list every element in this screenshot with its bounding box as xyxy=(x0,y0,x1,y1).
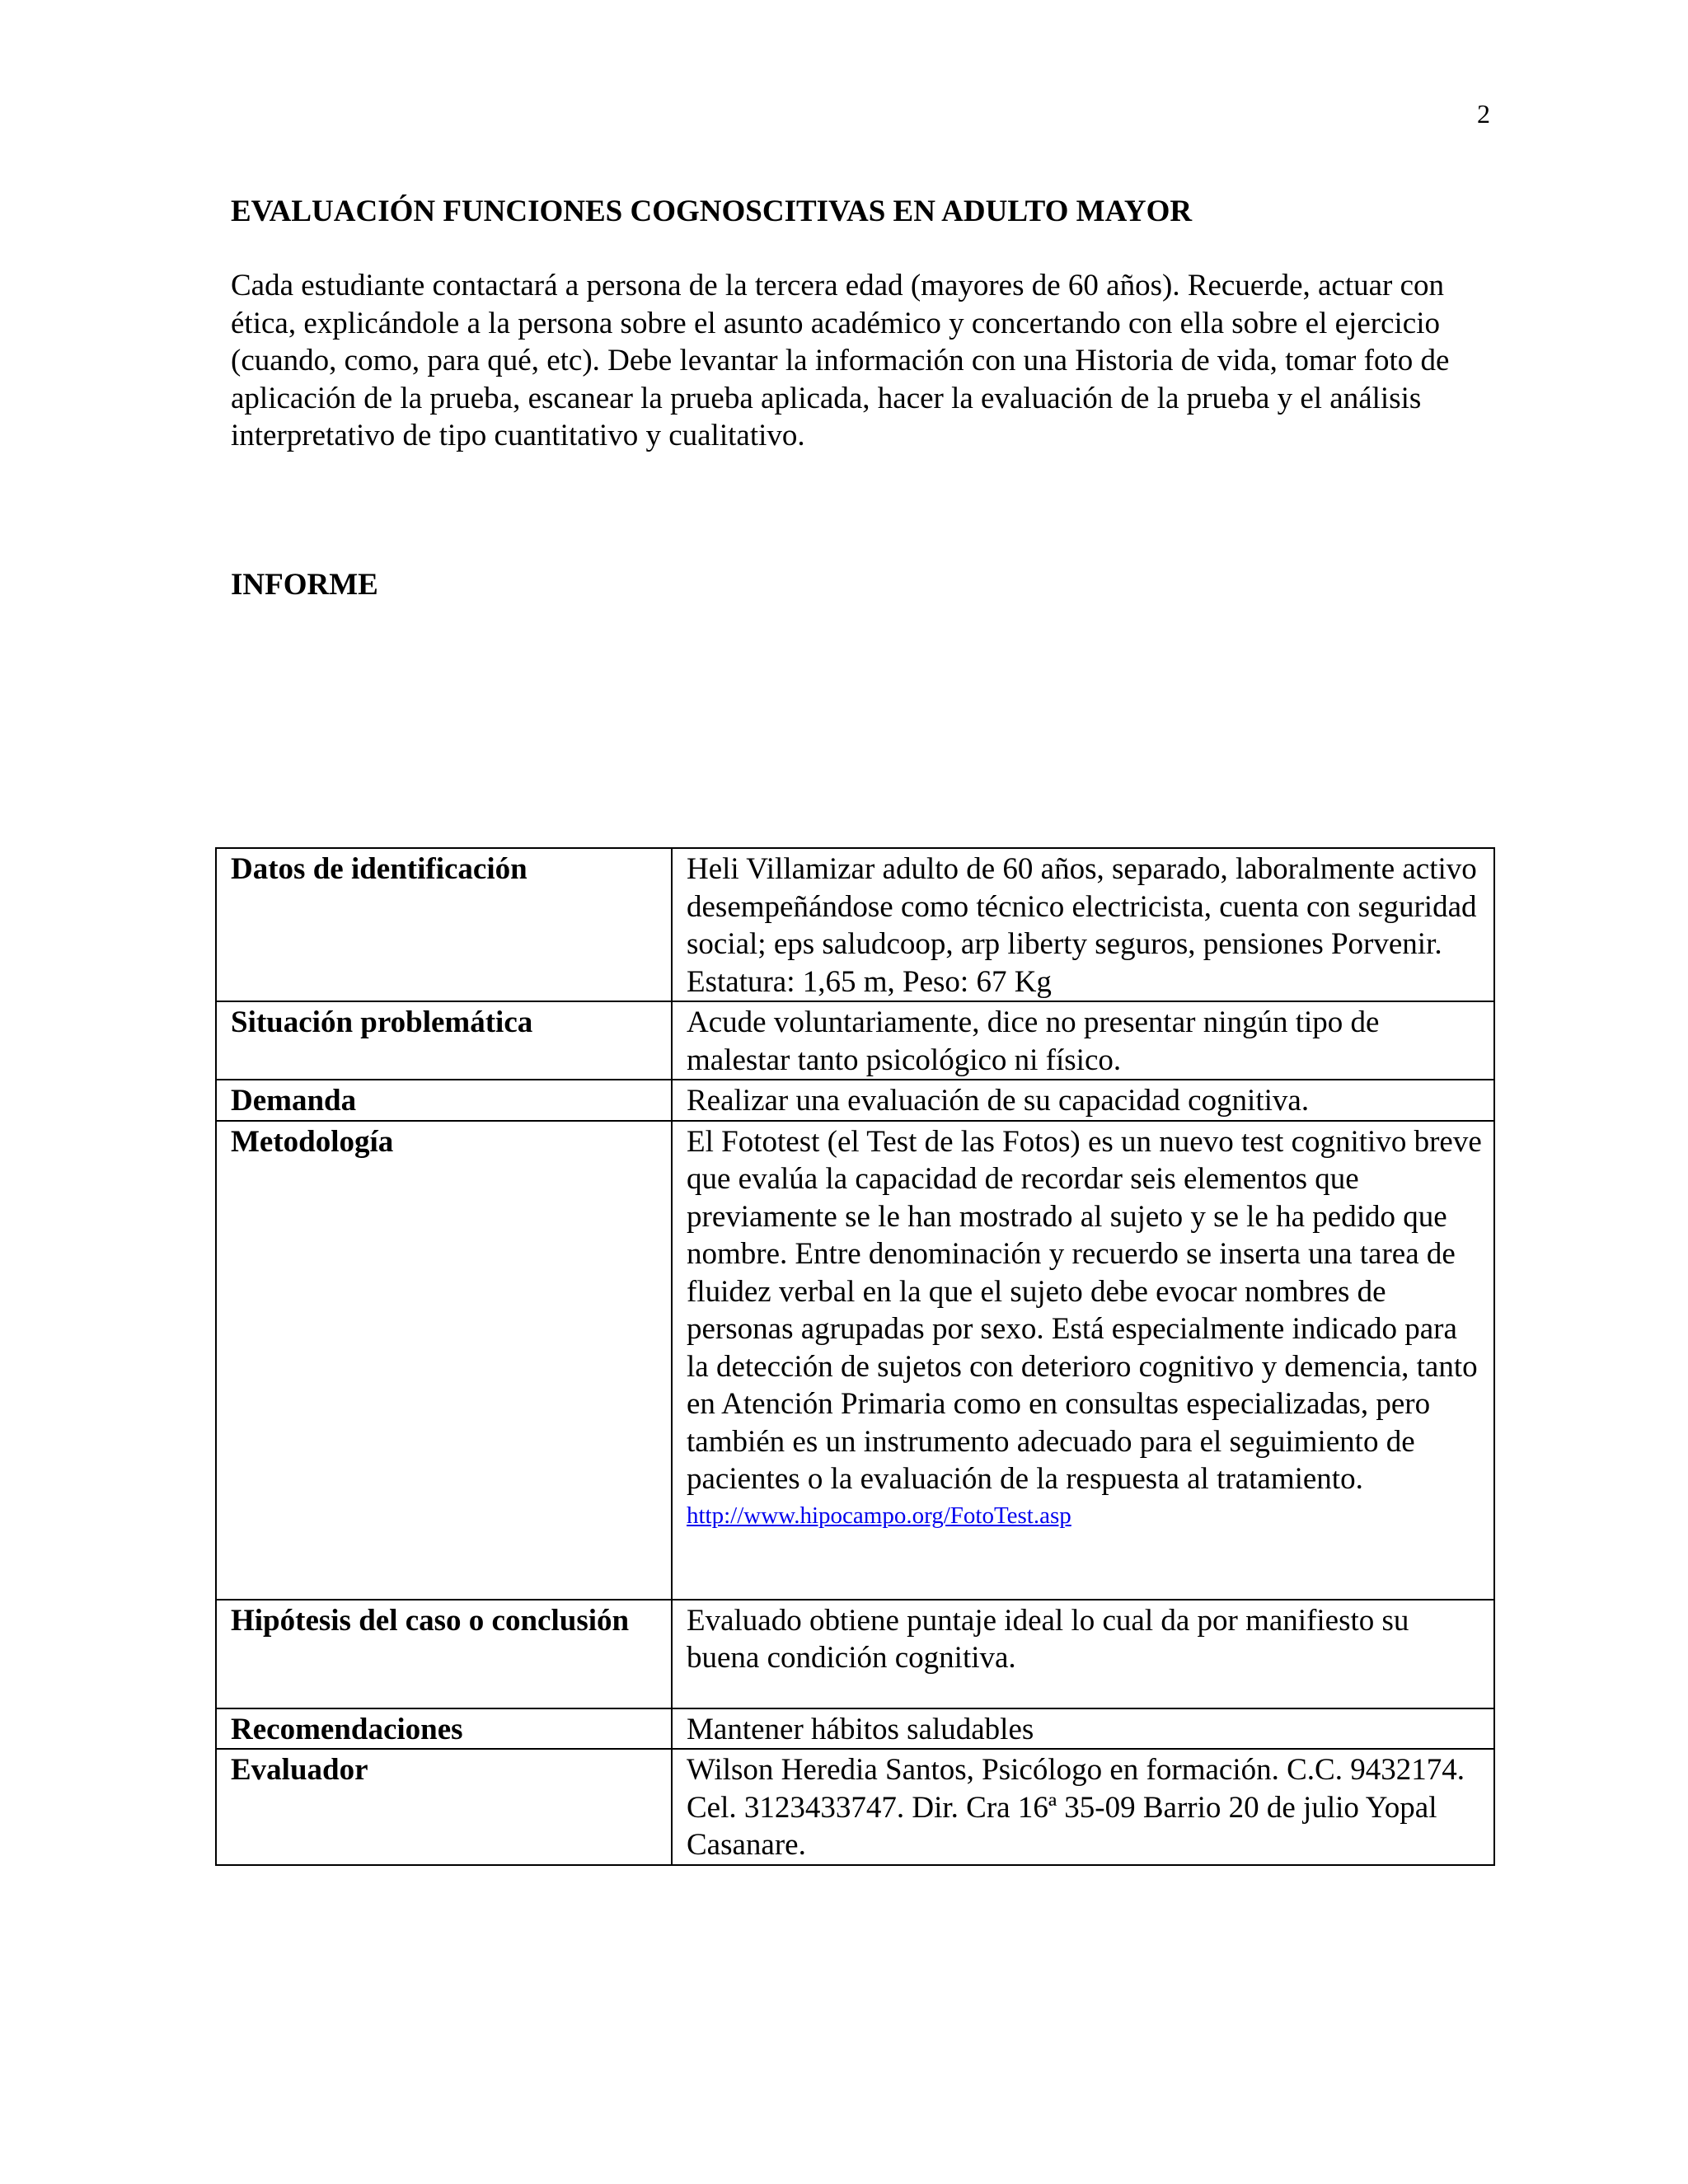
row-label-evaluador: Evaluador xyxy=(216,1749,672,1865)
table-row xyxy=(216,1001,1494,1080)
row-label-situacion-problematica: Situación problemática xyxy=(216,1001,672,1080)
intro-paragraph: Cada estudiante contactará a persona de la tercera edad (mayores de 60 años). Recuerde, actuar con ética, explicándole a la persona sobre el asunto académico y concertando con ella sobre el ejercicio (cuando, como, para qué, etc). Debe levantar la información con una Historia de vida, tomar foto de aplicación de la prueba, escanear la prueba aplicada, hacer la evaluación de la prueba y el análisis interpretativo de tipo cuantitativo y cualitativo. xyxy=(231,269,1450,452)
row-value-recomendaciones: Mantener hábitos saludables xyxy=(672,1708,1494,1750)
page-number: 2 xyxy=(1477,99,1490,129)
table-row xyxy=(216,1708,1494,1750)
row-label-metodologia: Metodología xyxy=(216,1121,672,1600)
row-value-situacion-problematica: Acude voluntariamente, dice no presentar ningún tipo de malestar tanto psicológico ni físico. xyxy=(672,1001,1494,1080)
row-value-evaluador: Wilson Heredia Santos, Psicólogo en formación. C.C. 9432174. Cel. 3123433747. Dir. Cra 16ª 35-09 Barrio 20 de julio Yopal Casanare. xyxy=(672,1749,1494,1865)
row-label-recomendaciones: Recomendaciones xyxy=(216,1708,672,1750)
table-row xyxy=(216,1080,1494,1121)
document-title: EVALUACIÓN FUNCIONES COGNOSCITIVAS EN ADULTO MAYOR xyxy=(231,194,1193,228)
row-label-demanda: Demanda xyxy=(216,1080,672,1121)
fototest-link[interactable]: http://www.hipocampo.org/FotoTest.asp xyxy=(687,1502,1071,1529)
table-row xyxy=(216,1121,1494,1600)
section-heading-informe: INFORME xyxy=(231,568,378,602)
row-value-datos-identificacion: Heli Villamizar adulto de 60 años, separado, laboralmente activo desempeñándose como técnico electricista, cuenta con seguridad social; eps saludcoop, arp liberty seguros, pensiones Porvenir. Estatura: 1,65 m, Peso: 67 Kg xyxy=(672,848,1494,1001)
row-value-demanda: Realizar una evaluación de su capacidad cognitiva. xyxy=(672,1080,1494,1121)
row-label-hipotesis: Hipótesis del caso o conclusión xyxy=(216,1600,672,1708)
row-value-metodologia: El Fototest (el Test de las Fotos) es un nuevo test cognitivo breve que evalúa la capacidad de recordar seis elementos que previamente se le han mostrado al sujeto y se le ha pedido que nombre. Entre denominación y recuerdo se inserta una tarea de fluidez verbal en la que el sujeto debe evocar nombres de personas agrupadas por sexo. Está especialmente indicado para la detección de sujetos con deterioro cognitivo y demencia, tanto en Atención Primaria como en consultas especializadas, pero también es un instrumento adecuado para el seguimiento de pacientes o la evaluación de la respuesta al tratamiento. xyxy=(687,1124,1482,1496)
row-value-hipotesis: Evaluado obtiene puntaje ideal lo cual da por manifiesto su buena condición cognitiva. xyxy=(672,1600,1494,1708)
row-label-datos-identificacion: Datos de identificación xyxy=(216,848,672,1001)
report-table xyxy=(215,847,1495,1866)
table-row xyxy=(216,1749,1494,1865)
table-row xyxy=(216,848,1494,1001)
row-value-metodologia-cell xyxy=(672,1121,1494,1600)
table-row xyxy=(216,1600,1494,1708)
